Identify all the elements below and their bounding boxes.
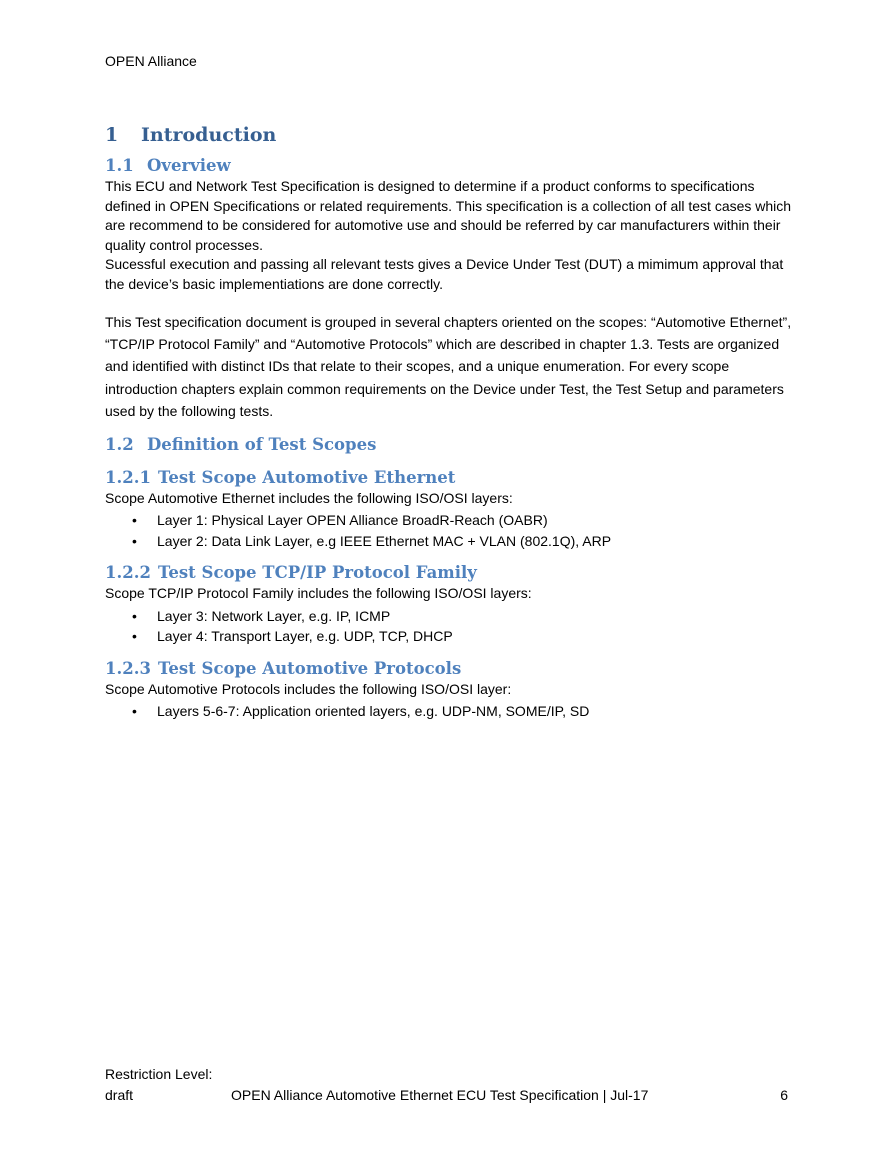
heading-scope-automotive-protocols [105,659,795,678]
heading-number: 1.2.3 [105,658,151,678]
list-item: • Layer 2: Data Link Layer, e.g IEEE Ethernet MAC + VLAN (802.1Q), ARP [105,531,795,552]
heading-scope-automotive-ethernet [105,468,795,487]
scope-ethernet-intro: Scope Automotive Ethernet includes the following ISO/OSI layers: [105,489,513,506]
heading-scope-tcpip [105,563,795,582]
heading-title: Overview [147,156,231,175]
heading-title: Test Scope Automotive Protocols [158,658,462,678]
list-item: • Layer 1: Physical Layer OPEN Alliance BroadR-Reach (OABR) [105,510,795,531]
heading-title: Introduction [141,124,277,146]
page-footer [105,1064,788,1106]
restriction-label: Restriction Level: [105,1066,213,1082]
page-number: 6 [780,1087,788,1103]
page-content [105,124,795,722]
heading-title: Test Scope TCP/IP Protocol Family [158,563,477,583]
heading-title: Definition of Test Scopes [147,434,377,454]
scope-protocols-list [105,701,795,722]
heading-number: 1.2.2 [105,563,151,583]
scope-ethernet-list [105,510,795,551]
list-item: • Layer 4: Transport Layer, e.g. UDP, TCP, DHCP [105,626,795,647]
overview-paragraph-1: This ECU and Network Test Specification is designed to determine if a product conforms to specifications defined in OPEN Specifications or related requirements. This specification is a collection of all test cases which are recommend to be considered for automotive use and should be referred by car manufacturers within their quality control processes. [105,178,792,253]
heading-definition-of-test-scopes [105,435,795,454]
footer-document-title: OPEN Alliance Automotive Ethernet ECU Test Specification | Jul-17 [231,1087,649,1103]
heading-number: 1.2.1 [105,467,151,487]
heading-number: 1.2 [105,434,134,454]
overview-paragraph-2: Sucessful execution and passing all relevant tests gives a Device Under Test (DUT) a mimimum approval that the device’s basic implementiations are done correctly. [105,256,784,292]
scope-tcpip-list [105,606,795,647]
restriction-value: draft [105,1087,134,1103]
heading-overview [105,156,795,175]
overview-paragraph-3: This Test specification document is grouped in several chapters oriented on the scopes: “Automotive Ethernet”, “TCP/IP Protocol Family” and “Automotive Protocols” which are described in chapter 1.3. Tests are organized and identified with distinct IDs that relate to their scopes, and a unique enumeration. For every scope introduction chapters explain common requirements on the Device under Test, the Test Setup and parameters used by the following tests. [105,313,792,420]
heading-number: 1.1 [105,156,134,175]
heading-introduction [105,124,795,146]
scope-protocols-intro: Scope Automotive Protocols includes the following ISO/OSI layer: [105,680,512,697]
list-item: • Layer 3: Network Layer, e.g. IP, ICMP [105,606,795,627]
page-header: OPEN Alliance [105,53,197,69]
list-item: • Layers 5-6-7: Application oriented layers, e.g. UDP-NM, SOME/IP, SD [105,701,795,722]
heading-number: 1 [105,124,119,146]
scope-tcpip-intro: Scope TCP/IP Protocol Family includes the following ISO/OSI layers: [105,585,532,602]
heading-title: Test Scope Automotive Ethernet [158,467,456,487]
